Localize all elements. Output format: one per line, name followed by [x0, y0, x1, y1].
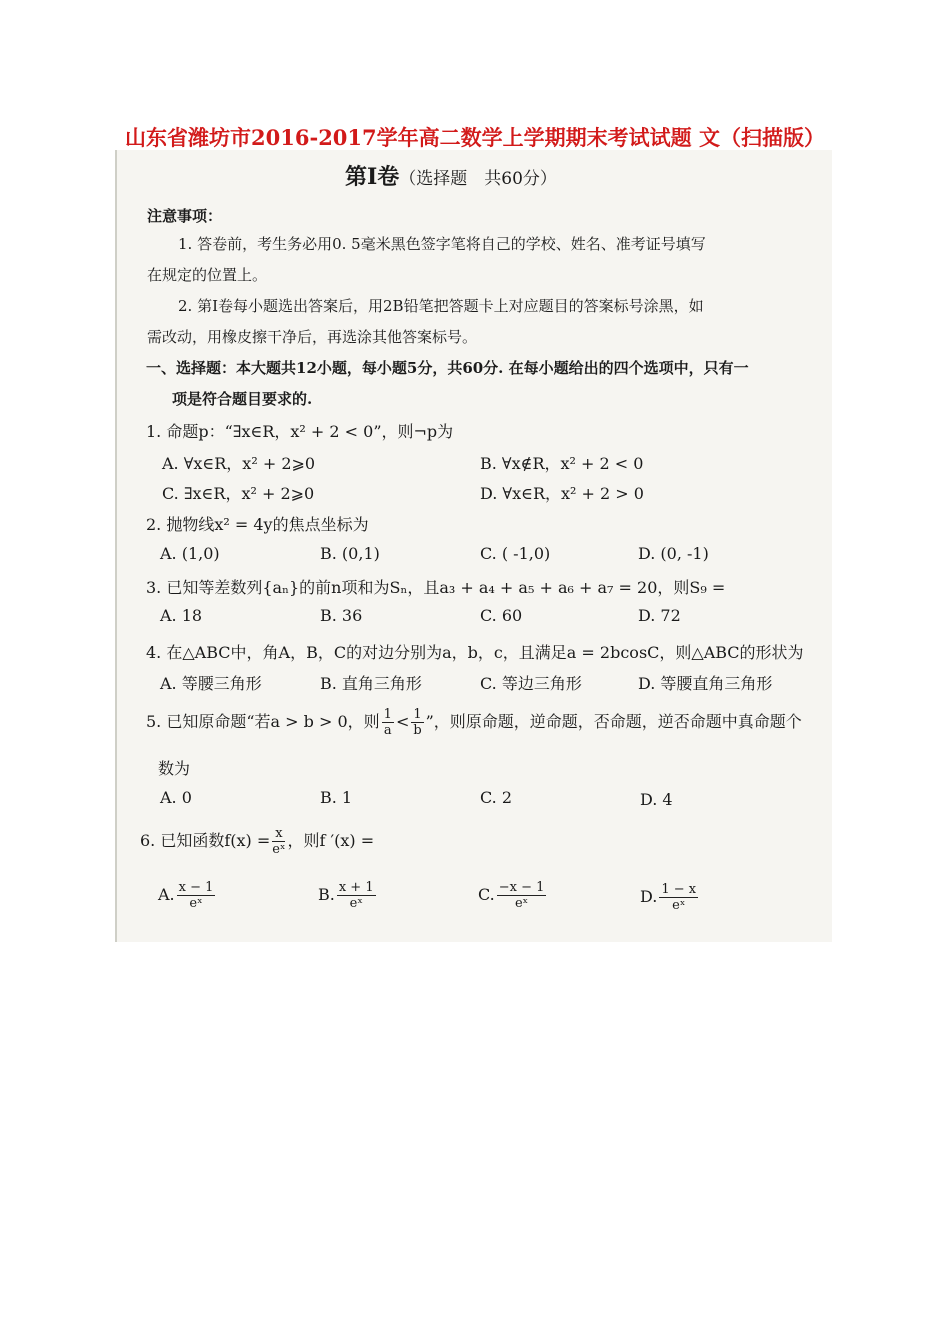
question-6-option-a [158, 880, 217, 911]
question-1-option-c: C. ∃x∈R，x² + 2⩾0 [162, 484, 315, 503]
fraction-denominator: eˣ [189, 896, 203, 911]
question-4-option-c: C. 等边三角形 [480, 674, 582, 693]
section-title: 第Ⅰ卷 [345, 164, 400, 190]
fraction-denominator: eˣ [272, 842, 286, 857]
section-subtitle: （选择题 共60分） [399, 169, 557, 189]
option-fraction [659, 882, 698, 913]
question-4-option-a: A. 等腰三角形 [160, 674, 262, 693]
question-2-option-b: B. (0,1) [320, 544, 380, 563]
fraction-denominator: eˣ [349, 896, 363, 911]
fraction-1-over-b [411, 707, 423, 738]
question-5-stem-line-2: 数为 [158, 759, 191, 778]
question-3-option-d: D. 72 [638, 606, 681, 625]
question-6-stem-start: 6. 已知函数f(x) = [140, 831, 271, 850]
question-6-option-d [640, 882, 700, 913]
section-heading [345, 160, 557, 191]
question-5-option-b: B. 1 [320, 788, 353, 807]
part-one-instructions-line-1: 一、选择题：本大题共12小题，每小题5分，共60分. 在每小题给出的四个选项中，只有一 [146, 359, 749, 377]
note-1-line-1: 1. 答卷前，考生务必用0. 5毫米黑色签字笔将自己的学校、姓名、准考证号填写 [178, 235, 706, 253]
question-1-stem: 1. 命题p：“∃x∈R，x² + 2 < 0”，则¬p为 [146, 422, 454, 441]
question-6-option-c [478, 880, 548, 911]
document-title: 山东省潍坊市2016-2017学年高二数学上学期期末考试试题 文（扫描版） [125, 125, 825, 150]
option-label: A. [158, 885, 175, 904]
question-5-stem-start: 5. 已知原命题“若a > b > 0，则 [146, 712, 380, 731]
fraction-denominator: eˣ [672, 898, 686, 913]
note-1-line-2: 在规定的位置上。 [147, 266, 268, 284]
option-fraction [337, 880, 376, 911]
question-3-stem: 3. 已知等差数列{aₙ}的前n项和为Sₙ，且a₃ + a₄ + a₅ + a₆ + a₇ = 20，则S₉ = [146, 578, 726, 597]
fraction-x-over-ex [272, 826, 285, 857]
part-one-instructions-line-2: 项是符合题目要求的. [172, 390, 313, 408]
option-label: D. [640, 887, 658, 906]
question-5-option-a: A. 0 [160, 788, 192, 807]
question-4-stem: 4. 在△ABC中，角A，B，C的对边分别为a，b，c，且满足a = 2bcosC，则△ABC的形状为 [146, 643, 804, 662]
question-2-option-c: C. ( -1,0) [480, 544, 551, 563]
question-5-option-d: D. 4 [640, 790, 673, 809]
question-2-stem: 2. 抛物线x² = 4y的焦点坐标为 [146, 515, 369, 534]
question-4-option-d: D. 等腰直角三角形 [638, 674, 773, 693]
option-fraction [177, 880, 216, 911]
note-2-line-2: 需改动，用橡皮擦干净后，再选涂其他答案标号。 [147, 328, 478, 346]
note-2-line-1: 2. 第Ⅰ卷每小题选出答案后，用2B铅笔把答题卡上对应题目的答案标号涂黑，如 [178, 297, 704, 315]
question-6-option-b [318, 880, 378, 911]
question-1-option-d: D. ∀x∈R，x² + 2 > 0 [480, 484, 644, 503]
question-6-stem [140, 826, 374, 857]
question-6-stem-end: ，则f ′(x) = [287, 831, 375, 850]
option-label: B. [318, 885, 335, 904]
fraction-numerator: x − 1 [178, 880, 214, 895]
question-5-option-c: C. 2 [480, 788, 513, 807]
question-2-option-d: D. (0, -1) [638, 544, 709, 563]
question-1-option-a: A. ∀x∈R，x² + 2⩾0 [162, 454, 316, 473]
question-3-option-c: C. 60 [480, 606, 523, 625]
fraction-denominator: b [413, 723, 422, 738]
fraction-numerator: −x − 1 [498, 880, 545, 895]
fraction-denominator: a [383, 723, 392, 738]
fraction-numerator: 1 [383, 707, 392, 722]
notes-heading: 注意事项： [147, 207, 223, 225]
question-3-option-a: A. 18 [160, 606, 203, 625]
question-4-option-b: B. 直角三角形 [320, 674, 422, 693]
question-3-option-b: B. 36 [320, 606, 363, 625]
option-fraction [497, 880, 547, 911]
question-5-stem-end: ”，则原命题，逆命题，否命题，逆否命题中真命题个 [425, 712, 802, 731]
fraction-1-over-a [382, 707, 394, 738]
fraction-numerator: 1 [413, 707, 422, 722]
less-than-sign: < [395, 712, 410, 731]
question-1-option-b: B. ∀x∉R，x² + 2 < 0 [480, 454, 644, 473]
option-label: C. [478, 885, 495, 904]
fraction-denominator: eˣ [514, 896, 529, 911]
fraction-numerator: x [272, 826, 285, 842]
fraction-numerator: x + 1 [338, 880, 374, 895]
fraction-numerator: 1 − x [661, 882, 697, 897]
question-2-option-a: A. (1,0) [160, 544, 220, 563]
question-5-stem [146, 707, 802, 738]
